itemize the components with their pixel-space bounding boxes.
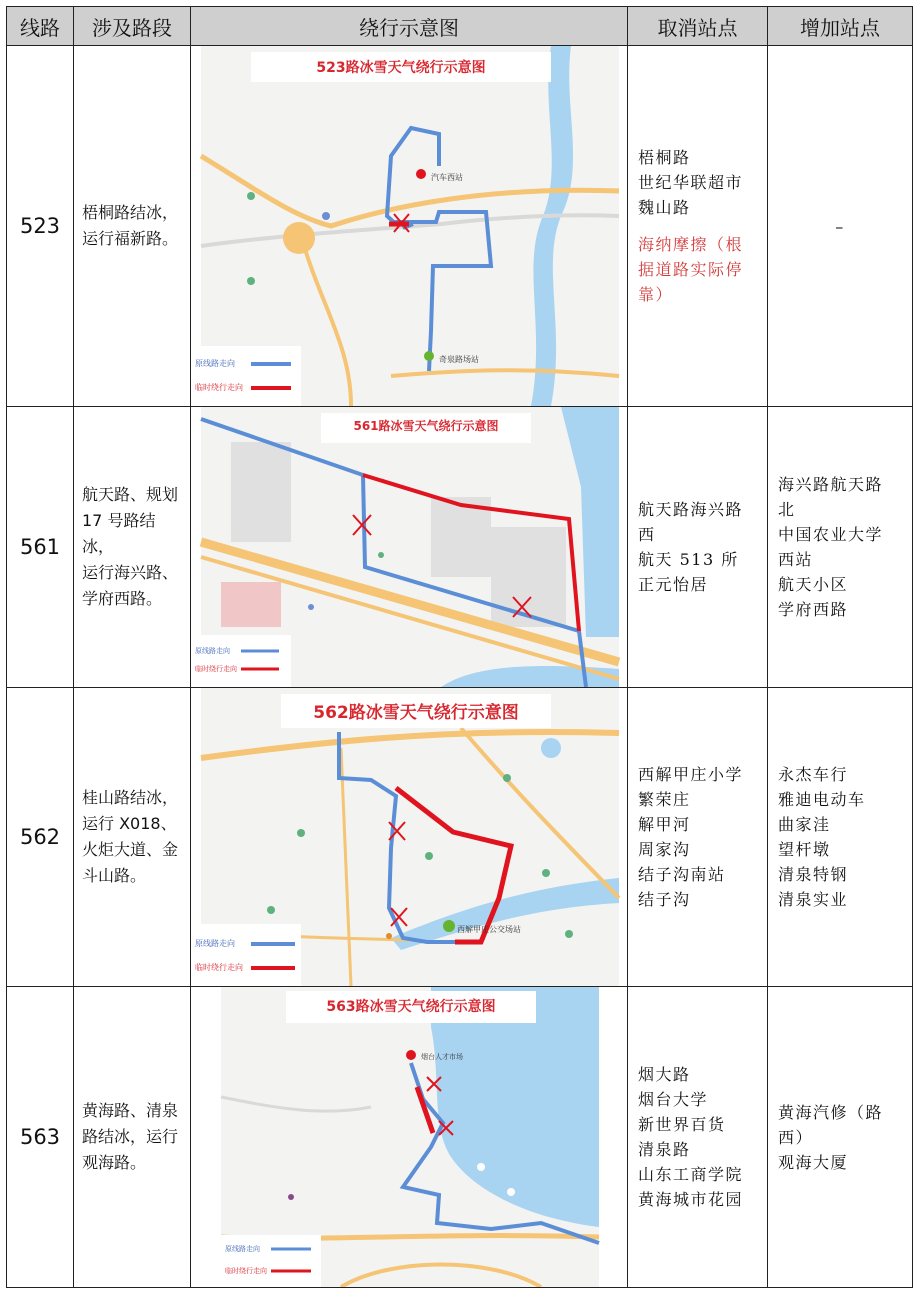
cancelled-cell — [628, 407, 768, 688]
added-cell — [768, 46, 913, 407]
header-cancelled: 取消站点 — [628, 7, 768, 46]
cancelled-cell — [628, 987, 768, 1288]
stop-label: 烟台人才市场 — [421, 1053, 463, 1061]
segment-line: 运行 X018、 — [82, 814, 177, 833]
segment-line: 斗山路。 — [82, 866, 147, 885]
table-row — [7, 688, 913, 987]
added-stop: 观海大厦 — [778, 1152, 849, 1172]
added-cell — [768, 688, 913, 987]
cancelled-stop: 西 — [638, 525, 656, 544]
cancelled-stop: 魏山路 — [638, 198, 691, 217]
cancelled-stop: 航天 513 所 — [638, 550, 739, 569]
cancelled-stop: 结子沟南站 — [638, 865, 726, 884]
table-row — [7, 987, 913, 1288]
added-stop: – — [835, 216, 845, 236]
cancelled-stop: 正元怡居 — [638, 575, 709, 594]
segment-line: 17 号路结冰， — [82, 511, 156, 556]
added-cell — [768, 987, 913, 1288]
header-row — [7, 7, 913, 46]
cancelled-cell — [628, 46, 768, 407]
added-stop: 清泉特钢 — [778, 865, 849, 884]
map-cell — [191, 987, 628, 1288]
detour-table — [6, 6, 913, 1288]
cancelled-stop: 结子沟 — [638, 890, 691, 909]
map-title: 561路冰雪天气绕行示意图 — [353, 419, 499, 433]
legend-original: 原线路走向 — [195, 939, 235, 948]
added-stop: 海兴路航天路 — [778, 475, 884, 494]
cancelled-stop: 清泉路 — [638, 1140, 691, 1159]
table-row — [7, 407, 913, 688]
cancelled-stop: 烟大路 — [638, 1065, 691, 1084]
stop-label: 奇泉路场站 — [439, 355, 479, 364]
header-added: 增加站点 — [768, 7, 913, 46]
line-number: 561 — [7, 407, 74, 688]
header-line: 线路 — [7, 7, 74, 46]
detour-map — [191, 688, 627, 986]
added-stop: 望杆墩 — [778, 840, 831, 859]
segment-line: 运行福新路。 — [82, 229, 179, 248]
cancelled-stop: 解甲河 — [638, 815, 691, 834]
cancelled-stop: 航天路海兴路 — [638, 500, 744, 519]
segment-line: 桂山路结冰， — [82, 788, 179, 807]
added-stop: 北 — [778, 500, 796, 519]
cancelled-stop: 新世界百货 — [638, 1115, 726, 1134]
map-title: 562路冰雪天气绕行示意图 — [313, 703, 519, 723]
segment-line: 梧桐路结冰， — [82, 203, 179, 222]
added-stop: 清泉实业 — [778, 890, 849, 909]
segment-cell — [74, 407, 191, 688]
legend-detour: 临时绕行走向 — [195, 963, 243, 972]
map-cell — [191, 407, 628, 688]
segment-line: 火炬大道、金 — [82, 840, 179, 859]
map-title: 563路冰雪天气绕行示意图 — [326, 999, 496, 1015]
segment-line: 运行海兴路、 — [82, 563, 179, 582]
segment-line: 路结冰，运行 — [82, 1127, 179, 1146]
segment-line: 学府西路。 — [82, 589, 163, 608]
segment-line: 黄海路、清泉 — [82, 1101, 179, 1120]
segment-line: 观海路。 — [82, 1153, 147, 1172]
header-segment: 涉及路段 — [74, 7, 191, 46]
map-title: 523路冰雪天气绕行示意图 — [316, 60, 486, 76]
segment-cell — [74, 688, 191, 987]
cancelled-note: 海纳摩擦（根 — [638, 235, 744, 254]
line-number: 523 — [7, 46, 74, 407]
cancelled-stop: 世纪华联超市 — [638, 173, 744, 192]
legend-original: 原线路走向 — [225, 1245, 260, 1253]
added-stop: 中国农业大学 — [778, 525, 884, 544]
cancelled-stop: 山东工商学院 — [638, 1165, 744, 1184]
added-stop: 永杰车行 — [778, 765, 849, 784]
added-stop: 西站 — [778, 550, 814, 569]
legend-detour: 临时绕行走向 — [225, 1267, 267, 1275]
legend-detour: 临时绕行走向 — [195, 383, 243, 392]
cancelled-stop: 梧桐路 — [638, 148, 691, 167]
map-cell — [191, 46, 628, 407]
added-stop: 学府西路 — [778, 600, 849, 619]
line-number: 562 — [7, 688, 74, 987]
stop-label: 汽车西站 — [431, 173, 463, 182]
segment-cell — [74, 46, 191, 407]
detour-map — [191, 46, 627, 406]
table-row — [7, 46, 913, 407]
detour-map — [191, 407, 627, 687]
added-cell — [768, 407, 913, 688]
segment-cell — [74, 987, 191, 1288]
header-map: 绕行示意图 — [191, 7, 628, 46]
added-stop: 曲家洼 — [778, 815, 831, 834]
line-number: 563 — [7, 987, 74, 1288]
added-stop: 西） — [778, 1127, 814, 1147]
cancelled-stop: 西解甲庄小学 — [638, 765, 744, 784]
cancelled-stop: 烟台大学 — [638, 1090, 709, 1109]
cancelled-note: 靠） — [638, 285, 674, 304]
cancelled-stop: 繁荣庄 — [638, 790, 691, 809]
legend-original: 原线路走向 — [195, 359, 235, 368]
cancelled-cell — [628, 688, 768, 987]
detour-map — [191, 987, 627, 1287]
legend-detour: 临时绕行走向 — [195, 665, 237, 673]
legend-original: 原线路走向 — [195, 647, 230, 655]
cancelled-note: 据道路实际停 — [638, 260, 744, 279]
added-stop: 黄海汽修（路 — [778, 1102, 884, 1122]
added-stop: 航天小区 — [778, 575, 849, 594]
segment-line: 航天路、规划 — [82, 485, 179, 504]
stop-label: 西解甲庄公交场站 — [457, 925, 521, 934]
cancelled-stop: 黄海城市花园 — [638, 1190, 744, 1209]
cancelled-stop: 周家沟 — [638, 840, 691, 859]
map-cell — [191, 688, 628, 987]
added-stop: 雅迪电动车 — [778, 790, 866, 809]
